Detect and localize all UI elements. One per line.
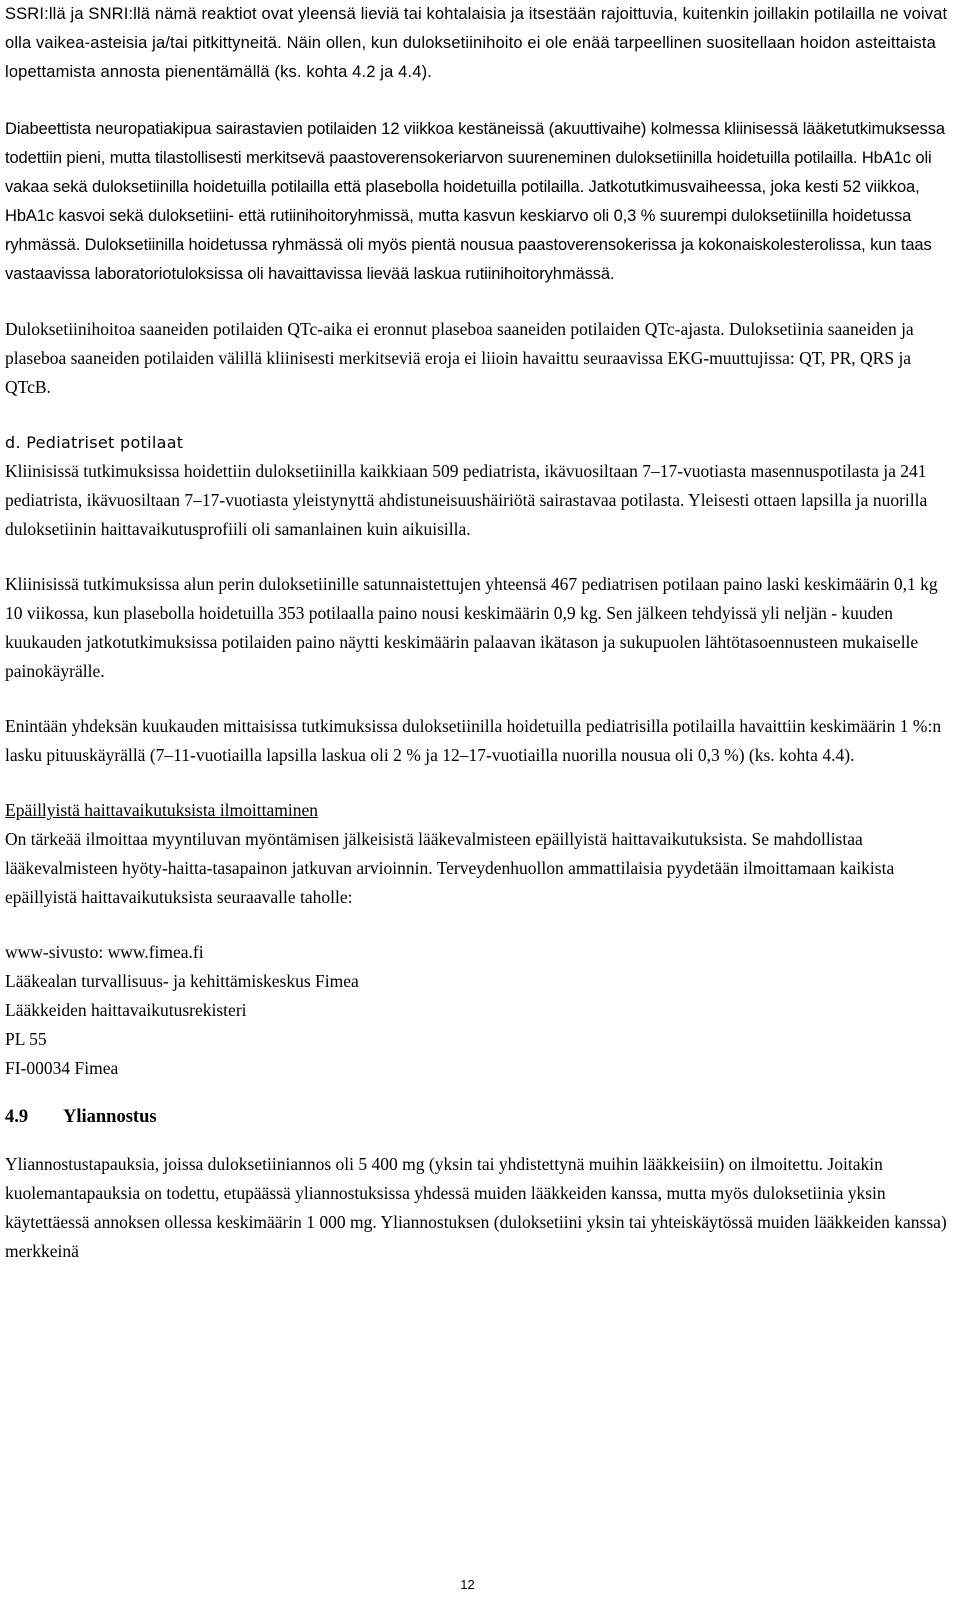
intro-paragraph: SSRI:llä ja SNRI:llä nämä reaktiot ovat yleensä lieviä tai kohtalaisia ja itsestään rajoittuvia, kuitenkin joillakin potilailla ne voivat olla vaikea-asteisia ja/tai pitkittyneitä. Näin ollen, kun duloksetiinihoito ei ole enää tarpeellinen suositellaan hoidon asteittaista lopettamista annosta pienentämällä (ks. kohta 4.2 ja 4.4).	[5, 5, 948, 81]
reporting-heading: Epäillyistä haittavaikutuksista ilmoittaminen	[5, 800, 319, 820]
page-number: 12	[460, 1577, 475, 1592]
pediatric-paragraph-3: Enintään yhdeksän kuukauden mittaisissa tutkimuksissa duloksetiinilla hoidetuilla pediatrisilla potilailla havaittiin keskimäärin 1 %:n lasku pituuskäyrällä (7–11-vuotiailla lapsilla laskua oli 2 % ja 12–17-vuotiailla nuorilla nousua oli 0,3 %) (ks. kohta 4.4).	[5, 716, 942, 765]
address-line-pobox: PL 55	[5, 1029, 47, 1049]
qtc-paragraph: Duloksetiinihoitoa saaneiden potilaiden QTc-aika ei eronnut plaseboa saaneiden potilaiden QTc-ajasta. Duloksetiinia saaneiden ja plaseboa saaneiden potilaiden välillä kliinisesti merkitseviä eroja ei liioin havaittu seuraavissa EKG-muuttujissa: QT, PR, QRS ja QTcB.	[5, 319, 914, 397]
address-block	[5, 938, 950, 1083]
address-line-website: www-sivusto: www.fimea.fi	[5, 942, 204, 962]
pediatric-paragraph-2: Kliinisissä tutkimuksissa alun perin duloksetiinille satunnaistettujen yhteensä 467 pediatrisen potilaan paino laski keskimäärin 0,1 kg 10 viikossa, kun plasebolla hoidetuilla 353 potilaalla paino nousi keskimäärin 0,9 kg. Sen jälkeen tehdyissä yli neljän - kuuden kuukauden jatkotutkimuksissa potilaiden paino näytti keskimäärin palaavan ikätason ja sukupuolen lähtötasoennusteen mukaiselle painokäyrälle.	[5, 574, 938, 681]
pediatric-paragraph-1: Kliinisissä tutkimuksissa hoidettiin duloksetiinilla kaikkiaan 509 pediatrista, ikävuosiltaan 7–17-vuotiasta masennuspotilasta ja 241 pediatrista, ikävuosiltaan 7–17-vuotiasta yleistynyttä ahdistuneisuushäiriötä sairastavaa potilasta. Yleisesti ottaen lapsilla ja nuorilla duloksetiinin haittavaikutusprofiili oli samanlainen kuin aikuisilla.	[5, 461, 928, 539]
address-line-postcode: FI-00034 Fimea	[5, 1058, 119, 1078]
section-number: 4.9	[5, 1107, 29, 1127]
section-title: Yliannostus	[63, 1107, 157, 1127]
reporting-section	[5, 796, 950, 912]
reporting-paragraph: On tärkeää ilmoittaa myyntiluvan myöntämisen jälkeisistä lääkevalmisteen epäillyistä haittavaikutuksista. Se mahdollistaa lääkevalmisteen hyöty-haitta-tasapainon jatkuvan arvioinnin. Terveydenhuollon ammattilaisia pyydetään ilmoittamaan kaikista epäillyistä haittavaikutuksista seuraavalle taholle:	[5, 829, 895, 907]
pediatric-section	[5, 428, 950, 544]
diabetes-paragraph: Diabeettista neuropatiakipua sairastavien potilaiden 12 viikkoa kestäneissä (akuuttivaihe) kolmessa kliinisessä lääketutkimuksessa todettiin pieni, mutta tilastollisesti merkitsevä paastoverensokeriarvon suureneminen duloksetiinilla hoidetuilla potilailla. HbA1c oli vakaa sekä duloksetiinilla hoidetuilla potilailla että plasebolla hoidetuilla potilailla. Jatkotutkimusvaiheessa, joka kesti 52 viikkoa, HbA1c kasvoi sekä duloksetiini- että rutiinihoitoryhmissä, mutta kasvun keskiarvo oli 0,3 % suurempi duloksetiinilla hoidetussa ryhmässä. Duloksetiinilla hoidetussa ryhmässä oli myös pientä nousua paastoverensokerissa ja kokonaiskolesterolissa, kun taas vastaavissa laboratoriotuloksissa oli havaittavissa lievää laskua rutiinihoitoryhmässä.	[5, 120, 945, 283]
section-heading-overdose	[5, 1103, 950, 1132]
overdose-paragraph: Yliannostustapauksia, joissa duloksetiiniannos oli 5 400 mg (yksin tai yhdistettynä muihin lääkkeisiin) on ilmoitettu. Joitakin kuolemantapauksia on todettu, etupäässä yliannostuksissa yhdessä muiden lääkkeiden kanssa, mutta myös duloksetiinia yksin käytettäessä annoksen ollessa keskimäärin 1 000 mg. Yliannostuksen (duloksetiini yksin tai yhteiskäytössä muiden lääkkeiden kanssa) merkkeinä	[5, 1154, 947, 1261]
pediatric-heading: d. Pediatriset potilaat	[5, 433, 184, 452]
address-line-registry: Lääkkeiden haittavaikutusrekisteri	[5, 1000, 247, 1020]
address-line-agency: Lääkealan turvallisuus- ja kehittämiskeskus Fimea	[5, 971, 359, 991]
document-page	[5, 0, 950, 1266]
